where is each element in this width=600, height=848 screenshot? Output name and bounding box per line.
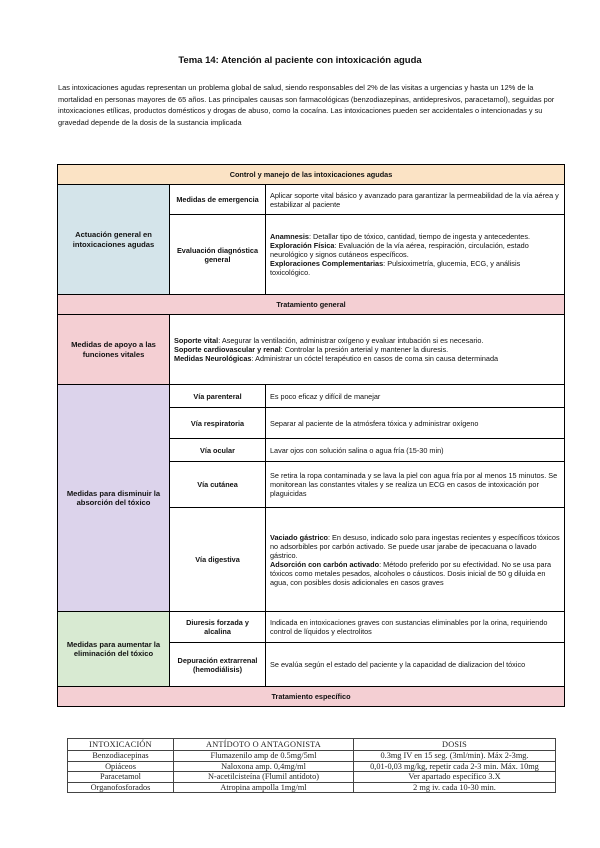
category-general: Actuación general en intoxicaciones agudas bbox=[58, 185, 170, 295]
text-vital-support: : Asegurar la ventilación, administrar oxígeno y evaluar intubación si es necesario. bbox=[218, 336, 484, 345]
term-complementary: Exploraciones Complementarias bbox=[270, 259, 384, 268]
description-respiratory: Separar al paciente de la atmósfera tóxica y administrar oxígeno bbox=[266, 408, 565, 439]
text-activated-charcoal: : Método preferido por su efectividad. No se usa para tóxicos como metales pesados, alcoholes o cáusticos. Dosis inicial de 50 g diluida en agua, con posibles dosis adicionales en casos graves bbox=[270, 559, 552, 587]
category-absorption: Medidas para disminuir la absorción del tóxico bbox=[58, 385, 170, 612]
general-treatment-cell: Tratamiento general bbox=[58, 295, 565, 315]
text-cardio-support: : Controlar la presión arterial y mantener la diuresis. bbox=[280, 345, 449, 354]
subcategory-digestive: Vía digestiva bbox=[170, 508, 266, 612]
antidote-header-row bbox=[68, 739, 556, 751]
cell-dose: 0,01-0,03 mg/kg, repetir cada 2-3 min. Máx. 10mg bbox=[354, 761, 556, 772]
description-cutaneous: Se retira la ropa contaminada y se lava la piel con agua fría por al menos 15 minutos. Se monitorean las constantes vitales y se realiza un ECG en casos de intoxicación por plaguicidas bbox=[266, 462, 565, 508]
table-row bbox=[68, 751, 556, 762]
intro-paragraph: Las intoxicaciones agudas representan un problema global de salud, siendo responsables del 2% de las visitas a urgencias y hasta un 12% de la mortalidad en personas mayores de 65 años. Las principales causas son farmacológicas (benzodiazepinas, antidepresivos, paracetamol), seguidas por intoxicaciones etílicas, productos domésticos y drogas de abuso, como la cocaína. Las intoxicaciones pueden ser accidentales o intencionadas y su gravedad depende de la dosis de la sustancia implicada bbox=[58, 83, 555, 127]
section-header-control bbox=[58, 165, 565, 185]
text-complementary: : Pulsioximetría, glucemia, ECG, y análisis toxicológico. bbox=[270, 259, 521, 277]
subcategory-parenteral: Vía parenteral bbox=[170, 385, 266, 408]
page-title: Tema 14: Atención al paciente con intoxicación aguda bbox=[178, 55, 422, 66]
table-row bbox=[58, 612, 565, 643]
description-dialysis: Se evalúa según el estado del paciente y la capacidad de dializacion del tóxico bbox=[266, 643, 565, 687]
cell-dose: Ver apartado específico 3.X bbox=[354, 772, 556, 783]
header-intoxication: INTOXICACIÓN bbox=[68, 739, 174, 751]
description-ocular: Lavar ojos con solución salina o agua fría (15-30 min) bbox=[266, 439, 565, 462]
cell-dose: 2 mg iv. cada 10-30 min. bbox=[354, 782, 556, 793]
description-diuresis: Indicada en intoxicaciones graves con sustancias eliminables por la orina, requiriendo control de líquidos y electrolitos bbox=[266, 612, 565, 643]
cell-antidote: Atropina ampolla 1mg/ml bbox=[174, 782, 354, 793]
cell-intoxication: Opiáceos bbox=[68, 761, 174, 772]
cell-antidote: Naloxona amp. 0,4mg/ml bbox=[174, 761, 354, 772]
description-support bbox=[170, 315, 565, 385]
term-exploration: Exploración Física bbox=[270, 241, 335, 250]
text-neuro-measures: : Administrar un cóctel terapéutico en casos de coma sin causa determinada bbox=[251, 354, 499, 363]
cell-intoxication: Benzodiacepinas bbox=[68, 751, 174, 762]
subcategory-ocular: Vía ocular bbox=[170, 439, 266, 462]
category-support: Medidas de apoyo a las funciones vitales bbox=[58, 315, 170, 385]
subcategory-emergency: Medidas de emergencia bbox=[170, 185, 266, 215]
section-header-general-treatment bbox=[58, 295, 565, 315]
table-header-cell: Control y manejo de las intoxicaciones agudas bbox=[58, 165, 565, 185]
cell-dose: 0.3mg IV en 15 seg. (3ml/min). Máx 2-3mg. bbox=[354, 751, 556, 762]
cell-antidote: Flumazenilo amp de 0.5mg/5ml bbox=[174, 751, 354, 762]
term-gastric-emptying: Vaciado gástrico bbox=[270, 532, 328, 542]
antidote-table bbox=[67, 738, 556, 793]
term-vital-support: Soporte vital bbox=[174, 336, 219, 345]
subcategory-cutaneous: Vía cutánea bbox=[170, 462, 266, 508]
cell-intoxication: Paracetamol bbox=[68, 772, 174, 783]
description-digestive bbox=[266, 508, 565, 612]
header-antidote: ANTÍDOTO O ANTAGONISTA bbox=[174, 739, 354, 751]
header-dose: DOSIS bbox=[354, 739, 556, 751]
description-emergency: Aplicar soporte vital básico y avanzado para garantizar la permeabilidad de la vía aérea y estabilizar al paciente bbox=[266, 185, 565, 215]
description-evaluation bbox=[266, 215, 565, 295]
subcategory-respiratory: Vía respiratoria bbox=[170, 408, 266, 439]
section-header-specific-treatment bbox=[58, 687, 565, 707]
term-neuro-measures: Medidas Neurológicas bbox=[174, 354, 252, 363]
cell-antidote: N-acetilcisteína (Flumil antídoto) bbox=[174, 772, 354, 783]
category-elimination: Medidas para aumentar la eliminación del tóxico bbox=[58, 612, 170, 687]
subcategory-dialysis: Depuración extrarrenal (hemodiálisis) bbox=[170, 643, 266, 687]
table-row bbox=[68, 772, 556, 783]
subcategory-diuresis: Diuresis forzada y alcalina bbox=[170, 612, 266, 643]
specific-treatment-cell: Tratamiento específico bbox=[58, 687, 565, 707]
management-table bbox=[57, 164, 565, 707]
text-gastric-emptying: : En desuso, indicado solo para ingestas recientes y específicos tóxicos no adsorbibles por carbón activado. Se puede usar jarabe de ipecacuana o lavado gástrico. bbox=[270, 532, 560, 560]
description-parenteral: Es poco eficaz y difícil de manejar bbox=[266, 385, 565, 408]
term-anamnesis: Anamnesis bbox=[270, 232, 309, 241]
cell-intoxication: Organofosforados bbox=[68, 782, 174, 793]
subcategory-evaluation: Evaluación diagnóstica general bbox=[170, 215, 266, 295]
text-anamnesis: : Detallar tipo de tóxico, cantidad, tiempo de ingesta y antecedentes. bbox=[308, 232, 531, 241]
table-row bbox=[68, 782, 556, 793]
term-activated-charcoal: Adsorción con carbón activado bbox=[270, 559, 380, 569]
table-row bbox=[68, 761, 556, 772]
table-row bbox=[58, 185, 565, 215]
table-row bbox=[58, 385, 565, 408]
text-exploration: : Evaluación de la vía aérea, respiración, circulación, estado neurológico y signos cutáneos específicos. bbox=[270, 241, 529, 259]
table-row bbox=[58, 315, 565, 385]
term-cardio-support: Soporte cardiovascular y renal bbox=[174, 345, 281, 354]
